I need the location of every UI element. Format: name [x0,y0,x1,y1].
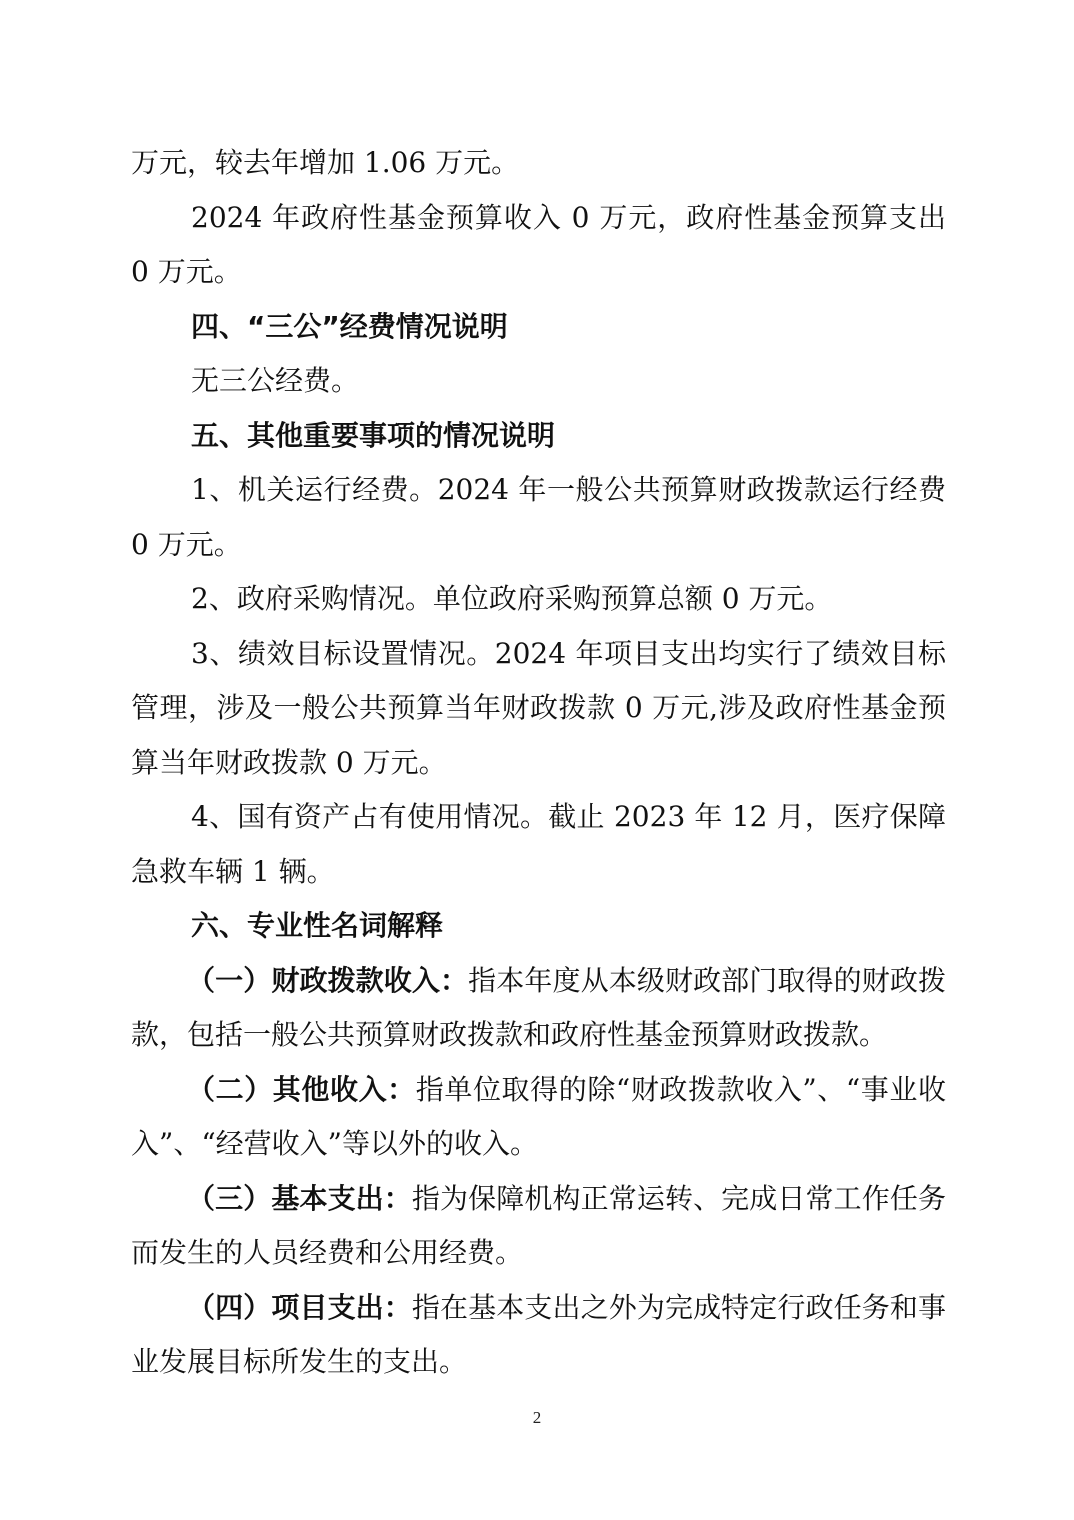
paragraph-fund-budget: 2024 年政府性基金预算收入 0 万元，政府性基金预算支出 0 万元。 [131,200,946,288]
definition-text: 指在基本支出之外为完成特定行政任务和事业发展目标所发生的支出。 [131,1290,946,1378]
definition-item [131,954,946,1063]
definition-term: （四）项目支出： [187,1290,412,1324]
definition-term: （三）基本支出： [187,1181,412,1215]
paragraph-continuation: 万元，较去年增加 1.06 万元。 [131,146,520,179]
definition-item [131,1172,946,1281]
definition-text: 指单位取得的除“财政拨款收入”、“事业收入”、“经营收入”等以外的收入。 [131,1072,946,1160]
section-heading-other-matters: 五、其他重要事项的情况说明 [191,418,556,452]
definition-text: 指为保障机构正常运转、完成日常工作任务而发生的人员经费和公用经费。 [131,1181,946,1269]
section-heading-three-public: 四、“三公”经费情况说明 [191,309,508,343]
paragraph-assets: 4、国有资产占有使用情况。截止 2023 年 12 月，医疗保障急救车辆 1 辆。 [131,800,946,888]
definition-text: 指本年度从本级财政部门取得的财政拨款，包括一般公共预算财政拨款和政府性基金预算财政拨款。 [131,963,946,1051]
paragraph-performance: 3、绩效目标设置情况。2024 年项目支出均实行了绩效目标管理，涉及一般公共预算当年财政拨款 0 万元,涉及政府性基金预算当年财政拨款 0 万元。 [131,636,946,779]
paragraph-operating-funds: 1、机关运行经费。2024 年一般公共预算财政拨款运行经费 0 万元。 [131,473,946,561]
definition-term: （一）财政拨款收入： [187,963,469,997]
paragraph-no-three-public: 无三公经费。 [191,364,360,397]
paragraph-procurement: 2、政府采购情况。单位政府采购预算总额 0 万元。 [191,582,833,615]
section-heading-terms: 六、专业性名词解释 [191,909,444,942]
page-number: 2 [532,1408,542,1427]
document-body [131,136,946,1390]
definition-term: （二）其他收入： [187,1072,416,1106]
definition-item [131,1281,946,1390]
definition-item [131,1063,946,1172]
